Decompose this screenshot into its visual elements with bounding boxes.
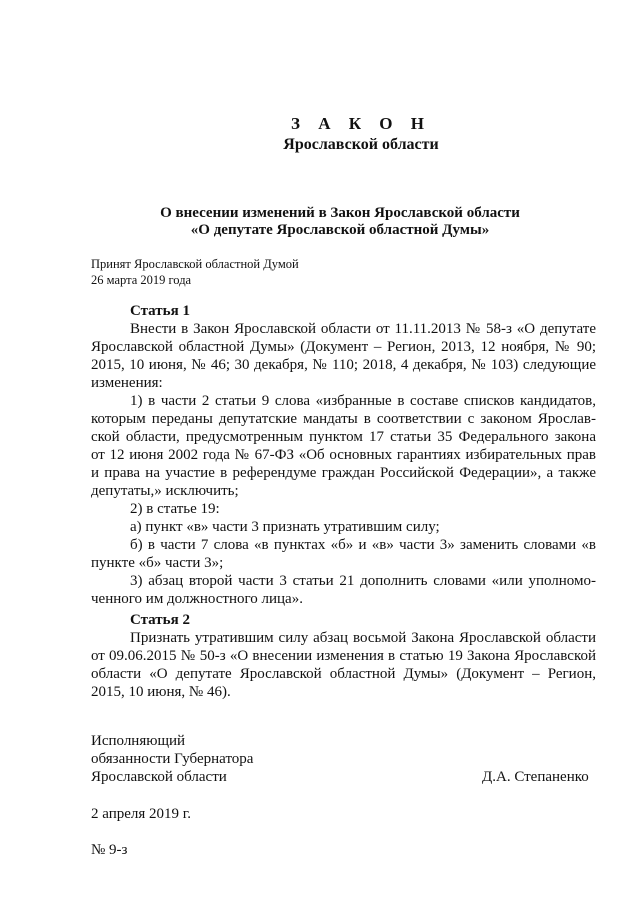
article-1-line: 3) абзац второй части 3 статьи 21 дополнить словами «или уполномо- xyxy=(130,573,596,589)
article-1-line: пункте «б» части 3»; xyxy=(91,555,224,571)
article-2-line: области «О депутате Ярославской областной Думы» (Документ – Регион, xyxy=(91,666,596,682)
article-1-line: депутаты,» исключить; xyxy=(91,483,239,499)
article-2-line: 2015, 10 июня, № 46). xyxy=(91,684,231,700)
document-heading-line-2: «О депутате Ярославской областной Думы» xyxy=(190,222,490,238)
adoption-line-1: Принят Ярославской областной Думой xyxy=(91,257,299,271)
signatory-name: Д.А. Степаненко xyxy=(482,769,589,785)
article-1-line: которым переданы депутатские мандаты в соответствии с законом Ярослав- xyxy=(91,411,596,427)
signatory-position-line: обязанности Губернатора xyxy=(91,751,254,767)
article-1-line: ской области, предусмотренным пунктом 17 статьи 35 Федерального закона xyxy=(91,429,596,445)
law-title: З А К О Н xyxy=(290,114,432,133)
article-1-line: ченного им должностного лица». xyxy=(91,591,303,607)
article-2-line: от 09.06.2015 № 50-з «О внесении изменения в статью 19 Закона Ярославской xyxy=(91,648,596,664)
law-number: № 9-з xyxy=(91,842,128,858)
article-1-heading: Статья 1 xyxy=(130,303,190,319)
article-1-line: от 12 июня 2002 года № 67-ФЗ «Об основных гарантиях избирательных прав xyxy=(91,447,596,463)
document-heading-line-1: О внесении изменений в Закон Ярославской области xyxy=(160,205,520,221)
article-1-line: и права на участие в референдуме граждан Российской Федерации», а также xyxy=(91,465,596,481)
article-1-line: Ярославской областной Думы» (Документ – Регион, 2013, 12 ноября, № 90; xyxy=(91,339,596,355)
adoption-date: 26 марта 2019 года xyxy=(91,273,192,287)
article-1-line: а) пункт «в» части 3 признать утратившим силу; xyxy=(130,519,440,535)
article-2-line: Признать утратившим силу абзац восьмой Закона Ярославской области xyxy=(130,630,596,646)
article-1-line: 2015, 10 июня, № 46; 30 декабря, № 110; 2018, 4 декабря, № 103) следующие xyxy=(91,357,596,373)
signing-date: 2 апреля 2019 г. xyxy=(91,806,191,822)
signatory-position-line: Исполняющий xyxy=(91,733,186,749)
article-1-line: 2) в статье 19: xyxy=(130,501,220,517)
article-1-line: б) в части 7 слова «в пунктах «б» и «в» части 3» заменить словами «в xyxy=(130,537,596,553)
article-1-line: изменения: xyxy=(91,375,163,391)
article-2-heading: Статья 2 xyxy=(130,612,190,628)
article-1-line: 1) в части 2 статьи 9 слова «избранные в составе списков кандидатов, xyxy=(130,393,596,409)
article-1-line: Внести в Закон Ярославской области от 11.11.2013 № 58-з «О депутате xyxy=(130,321,596,337)
region-subtitle: Ярославской области xyxy=(283,136,439,153)
signatory-position-line: Ярославской области xyxy=(91,769,227,785)
